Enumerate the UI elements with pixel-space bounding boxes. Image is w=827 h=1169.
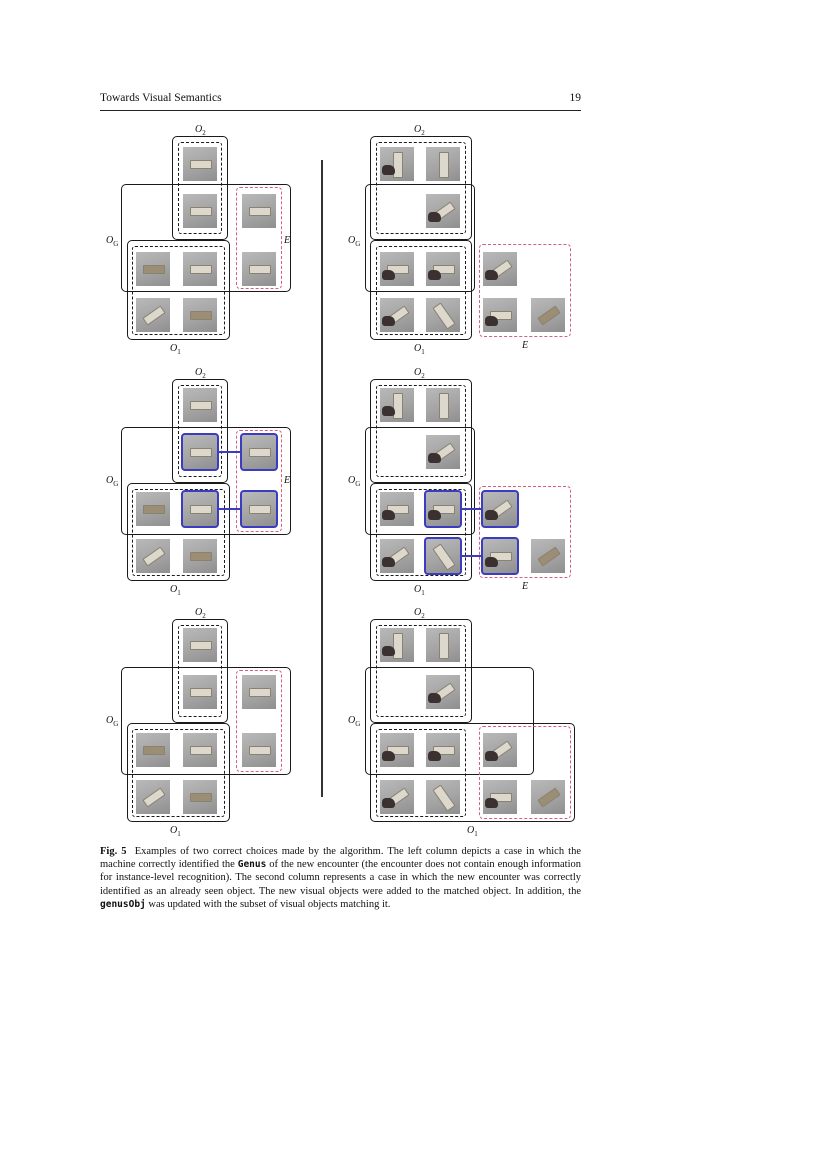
right-panel-2: [350, 365, 580, 595]
object-photo-icon: [426, 194, 460, 228]
match-highlight: [424, 537, 462, 575]
object-photo-icon: [426, 388, 460, 422]
left-panel-3: [100, 605, 330, 838]
object-photo-icon: [380, 147, 414, 181]
object-photo-icon: [426, 675, 460, 709]
label-e: E: [284, 475, 291, 486]
match-highlight: [181, 490, 219, 528]
match-highlight: [481, 537, 519, 575]
label-o1: $O_1$: [414, 343, 425, 356]
label-og: $O_G$: [106, 715, 119, 728]
object-photo-icon: [426, 733, 460, 767]
object-photo-icon: [380, 252, 414, 286]
match-highlight: [481, 490, 519, 528]
header-title: Towards Visual Semantics: [100, 92, 222, 104]
label-o1: $O_1$: [170, 825, 181, 838]
object-photo-icon: [426, 435, 460, 469]
match-link: [462, 508, 481, 510]
running-header: [100, 92, 581, 108]
match-link: [219, 451, 240, 453]
label-og: $O_G$: [348, 715, 361, 728]
object-photo-icon: [136, 780, 170, 814]
label-og: $O_G$: [348, 475, 361, 488]
label-og: $O_G$: [106, 475, 119, 488]
label-o2: $O_2$: [195, 124, 206, 137]
label-o1: $O_1$: [170, 343, 181, 356]
object-photo-icon: [426, 628, 460, 662]
object-photo-icon: [426, 147, 460, 181]
match-highlight: [240, 433, 278, 471]
object-photo-icon: [183, 147, 217, 181]
object-photo-icon: [483, 252, 517, 286]
label-e: E: [284, 235, 291, 246]
object-photo-icon: [380, 539, 414, 573]
page-number: 19: [569, 92, 581, 104]
caption-text-3: was updated with the subset of visual objects matching it.: [145, 898, 391, 910]
right-panel-3: [348, 605, 580, 838]
match-link: [462, 555, 481, 557]
label-og: $O_G$: [348, 235, 361, 248]
object-photo-icon: [531, 780, 565, 814]
object-photo-icon: [380, 492, 414, 526]
label-o2: $O_2$: [414, 367, 425, 380]
object-photo-icon: [483, 298, 517, 332]
object-photo-icon: [380, 388, 414, 422]
object-photo-icon: [136, 733, 170, 767]
label-o2: $O_2$: [414, 607, 425, 620]
caption-code-genus: Genus: [237, 859, 267, 871]
caption-text-2: of the new encounter (the encounter does not contain enough information for instance-level recognition). The second column represents a case in which the new encounter was correctly identified as an already seen object. The new visual objects were added to the matched object. In addition, the: [100, 859, 581, 897]
match-highlight: [181, 433, 219, 471]
label-og: $O_G$: [106, 235, 119, 248]
object-photo-icon: [531, 298, 565, 332]
caption-text-1: Examples of two correct choices made by the algorithm. The left column depicts a case in which the machine correctly identified the: [100, 846, 581, 871]
object-photo-icon: [380, 733, 414, 767]
figure-label: Fig. 5: [100, 846, 127, 857]
match-highlight: [240, 490, 278, 528]
object-photo-icon: [183, 298, 217, 332]
object-photo-icon: [136, 539, 170, 573]
left-panel-2: [100, 365, 330, 595]
label-o2: $O_2$: [414, 124, 425, 137]
object-photo-icon: [242, 675, 276, 709]
label-o1: $O_1$: [467, 825, 478, 838]
object-photo-icon: [242, 194, 276, 228]
object-photo-icon: [242, 733, 276, 767]
object-photo-icon: [183, 780, 217, 814]
object-photo-icon: [183, 733, 217, 767]
object-photo-icon: [380, 780, 414, 814]
object-photo-icon: [426, 252, 460, 286]
object-photo-icon: [183, 388, 217, 422]
object-photo-icon: [136, 492, 170, 526]
header-rule: [100, 110, 581, 111]
label-o1: $O_1$: [170, 584, 181, 597]
object-photo-icon: [483, 780, 517, 814]
caption-code-genusobj: genusObj: [100, 898, 146, 910]
object-photo-icon: [183, 539, 217, 573]
object-photo-icon: [483, 733, 517, 767]
label-o2: $O_2$: [195, 367, 206, 380]
figure-caption: [100, 845, 581, 911]
object-photo-icon: [183, 252, 217, 286]
left-panel-1: [100, 122, 330, 356]
label-o1: $O_1$: [414, 584, 425, 597]
object-photo-icon: [426, 780, 460, 814]
object-photo-icon: [183, 675, 217, 709]
object-photo-icon: [183, 628, 217, 662]
object-photo-icon: [136, 252, 170, 286]
object-photo-icon: [183, 194, 217, 228]
label-e: E: [522, 340, 529, 351]
object-photo-icon: [380, 298, 414, 332]
object-photo-icon: [426, 298, 460, 332]
match-link: [219, 508, 240, 510]
object-photo-icon: [242, 252, 276, 286]
object-photo-icon: [531, 539, 565, 573]
match-highlight: [424, 490, 462, 528]
label-e: E: [522, 581, 529, 592]
label-o2: $O_2$: [195, 607, 206, 620]
object-photo-icon: [380, 628, 414, 662]
object-photo-icon: [136, 298, 170, 332]
right-panel-1: [348, 122, 580, 356]
